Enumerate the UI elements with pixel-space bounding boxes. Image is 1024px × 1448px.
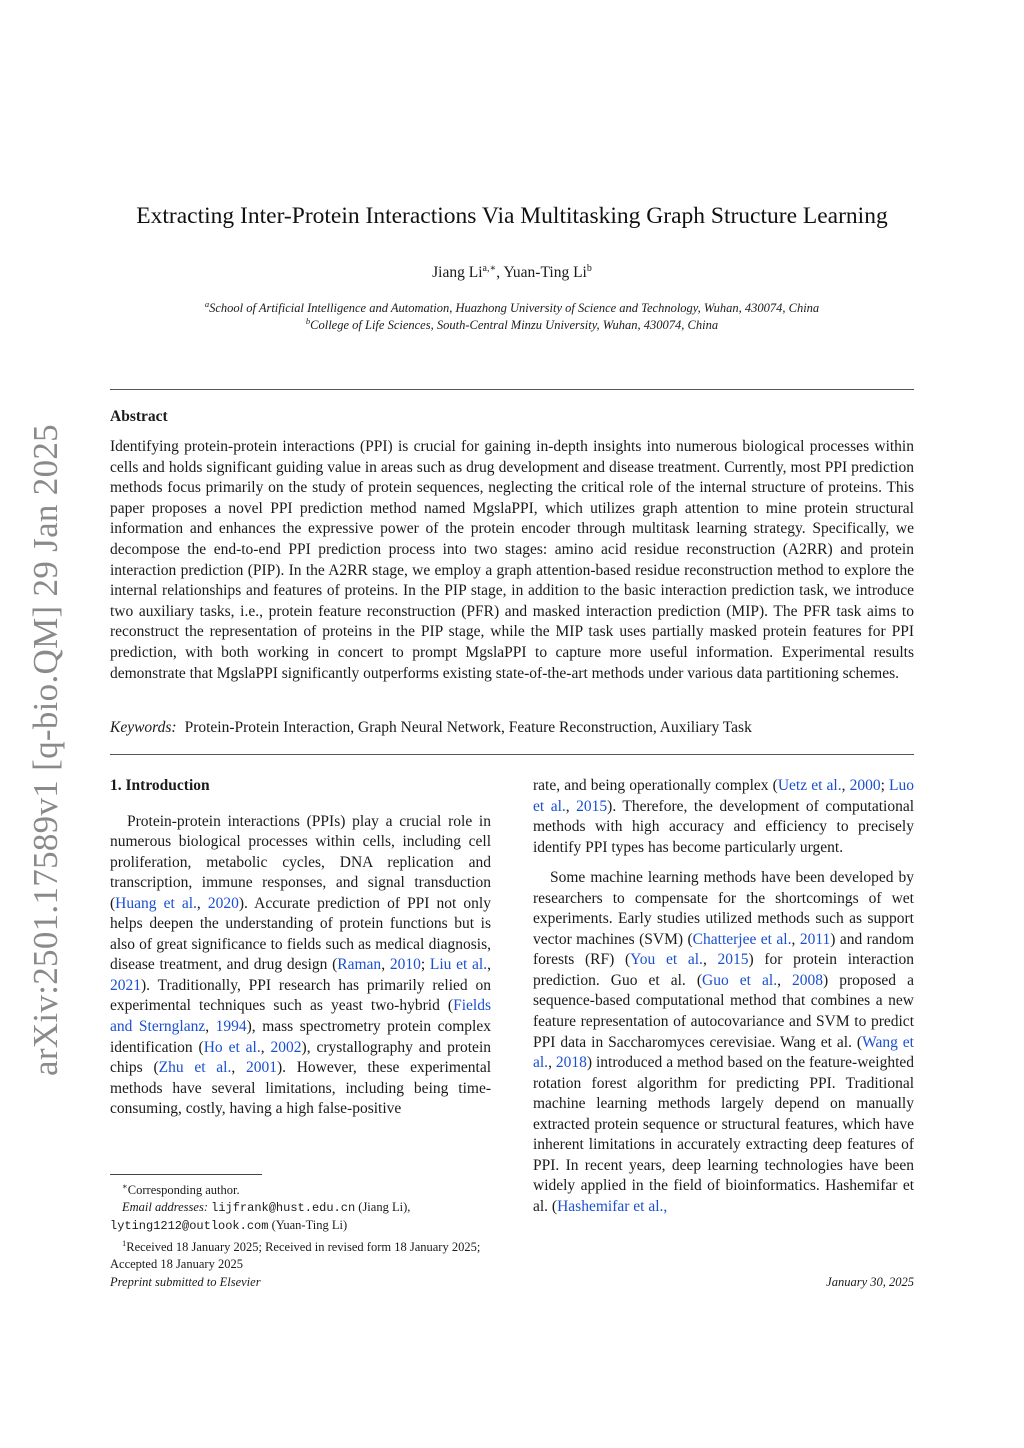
- citation-year-link[interactable]: 2010: [389, 956, 421, 974]
- citation-link[interactable]: Raman: [337, 956, 382, 974]
- paragraph-text: ,: [231, 1059, 246, 1077]
- citation-year-link[interactable]: 2021: [110, 976, 141, 994]
- paragraph-text: ), mass spectrometry protein complex identification (: [110, 1018, 491, 1056]
- citation-link[interactable]: Fields and Sternglanz: [110, 997, 491, 1036]
- abstract-text: Identifying protein-protein interactions (PPI) is crucial for gaining in-depth insights into numerous biological processes within cells and holds significant guiding value in areas such as drug development and disease treatment. Currently, most PPI prediction methods focus primarily on the study of protein sequences, neglecting the critical role of the internal structure of proteins. This paper proposes a novel PPI prediction method named MgslaPPI, which utilizes graph attention to mine protein structural information and enhances the expressive power of the protein encoder through multitask learning strategy. Specifically, we decompose the end-to-end PPI prediction process into two stages: amino acid residue reconstruction (A2RR) and protein interaction prediction (PIP). In the A2RR stage, we employ a graph attention-based residue reconstruction method to explore the internal relationships and features of proteins. In the PIP stage, in addition to the basic interaction prediction task, we introduce two auxiliary tasks, i.e., protein feature reconstruction (PFR) and masked interaction prediction (MIP). The PFR task aims to reconstruct the representation of proteins in the PIP stage, while the MIP task uses partially masked protein features for PPI prediction, with both working in concert to prompt MgslaPPI to capture more useful information. Experimental results demonstrate that MgslaPPI significantly outperforms existing state-of-the-art methods under various data partitioning schemes.: [110, 438, 914, 682]
- affiliation-text: College of Life Sciences, South-Central Minzu University, Wuhan, 430074, China: [310, 318, 719, 333]
- paragraph-text: Protein-protein interactions (PPIs) play a crucial role in numerous biological processes within cells, including cell proliferation, metabolic cycles, DNA replication and transcription, immune responses, and signal transduction (: [110, 812, 491, 912]
- paragraph-text: ) for protein interaction prediction. Guo et al. (: [533, 951, 915, 989]
- arxiv-identifier-stamp: arXiv:2501.17589v1 [q-bio.QM] 29 Jan 2025: [26, 424, 65, 1076]
- footnote-received: [110, 1235, 491, 1273]
- footnotes: [110, 1178, 491, 1273]
- keywords-line: [110, 717, 914, 738]
- paragraph-text: ,: [205, 1018, 216, 1036]
- footer-preprint-note: Preprint submitted to Elsevier: [110, 1275, 261, 1289]
- citation-link[interactable]: Ho et al.: [203, 1038, 261, 1056]
- paragraph-text: ) and random forests (RF) (: [533, 930, 915, 969]
- paragraph-text: ). Accurate prediction of PPI not only helps deepen the understanding of protein functions but is also of great significance to fields such as medical diagnosis, disease treatment, and drug design (: [110, 894, 491, 974]
- author-line: [0, 258, 1024, 284]
- citation-link[interactable]: Liu et al.: [429, 956, 488, 974]
- paragraph-text: ) proposed a sequence-based computational method that combines a new feature representation of autocovariance and SVM to predict PPI data in Saccharomyces cerevisiae. Wang et al. (: [533, 971, 914, 1051]
- column-right: [533, 776, 914, 1217]
- paragraph-text: ). Traditionally, PPI research has primarily relied on experimental techniques such as yeast two-hybrid (: [110, 976, 491, 1015]
- paragraph-text: ,: [260, 1038, 271, 1056]
- footnote-marker: ∗: [122, 1181, 128, 1191]
- paragraph-text: rate, and being operationally complex (: [533, 777, 778, 794]
- paragraph-text: ,: [663, 1197, 668, 1215]
- affiliation-marker: a: [204, 299, 210, 309]
- divider-bottom: [110, 754, 914, 755]
- paragraph-text: ,: [381, 956, 390, 974]
- affiliation-b: [0, 313, 1024, 334]
- paragraph-text: ). However, these experimental methods have several limitations, including being time-consuming, costly, having a high false-positive: [110, 1059, 492, 1118]
- citation-year-link[interactable]: 1994: [215, 1018, 247, 1036]
- footnote-marker: 1: [122, 1238, 127, 1249]
- paragraph-text: ,: [702, 951, 718, 969]
- paragraph-text: ;: [880, 777, 890, 794]
- paragraph-text: ,: [487, 956, 491, 974]
- intro-paragraph-1: [110, 812, 491, 1120]
- author-separator: ,: [496, 264, 504, 282]
- citation-year-link[interactable]: 2002: [270, 1038, 302, 1056]
- paragraph-text: ,: [196, 894, 208, 912]
- paragraph-text: ). Therefore, the development of computational methods with high accuracy and efficiency to precisely identify PPI types has become particularly urgent.: [533, 797, 915, 856]
- citation-year-link[interactable]: 2008: [792, 971, 824, 989]
- citation-link[interactable]: Luo et al.: [533, 777, 914, 815]
- citation-year-link[interactable]: 2011: [799, 930, 831, 948]
- footnote-text: (Yuan-Ting Li): [268, 1218, 348, 1233]
- paragraph-text: ,: [791, 930, 800, 948]
- citation-year-link[interactable]: 2015: [576, 797, 608, 815]
- paper-title: Extracting Inter-Protein Interactions Via Multitasking Graph Structure Learning: [136, 203, 888, 229]
- footer-date: January 30, 2025: [826, 1275, 914, 1289]
- footnote-emails: [110, 1199, 491, 1217]
- paragraph-text: Some machine learning methods have been developed by researchers to compensate for the shortcomings of wet experiments. Early studies utilized methods such as support vector machines (SVM) (: [533, 869, 914, 948]
- intro-paragraph-1-continued: [533, 776, 914, 858]
- author-name[interactable]: Yuan-Ting Li: [503, 264, 587, 282]
- email-address[interactable]: lijfrank@hust.edu.cn: [211, 1201, 356, 1216]
- citation-link[interactable]: Hashemifar et al.: [557, 1197, 664, 1215]
- citation-link[interactable]: Chatterjee et al.: [692, 930, 792, 948]
- abstract-heading: Abstract: [110, 408, 168, 425]
- footnote-text: Received 18 January 2025; Received in revised form 18 January 2025; Accepted 18 January 2025: [110, 1240, 481, 1272]
- paragraph-text: ,: [777, 971, 793, 989]
- citation-year-link[interactable]: 2015: [717, 951, 749, 969]
- footnote-text: Corresponding author.: [127, 1183, 240, 1198]
- citation-link[interactable]: You et al.: [630, 951, 703, 969]
- citation-link[interactable]: Wang et al.: [533, 1033, 914, 1072]
- paragraph-text: ) introduced a method based on the feature-weighted rotation forest algorithm for predicting PPI. Traditional machine learning methods largely depend on manually extracted protein sequence or structural features, which have inherent limitations in accurately extracting deep features of PPI. In recent years, deep learning technologies have been widely applied in the field of bioinformatics. Hashemifar et al. (: [533, 1054, 915, 1215]
- citation-year-link[interactable]: 2018: [555, 1054, 587, 1072]
- paragraph-text: ,: [565, 797, 577, 815]
- paragraph-text: ,: [548, 1054, 556, 1072]
- citation-link[interactable]: Zhu et al.: [158, 1059, 232, 1077]
- citation-link[interactable]: Uetz et al.: [777, 777, 842, 794]
- author-affiliation-marker: b: [586, 263, 592, 274]
- footnote-corresponding: [110, 1178, 491, 1199]
- citation-year-link[interactable]: 2001: [245, 1059, 277, 1077]
- citation-link[interactable]: Guo et al.: [702, 971, 778, 989]
- section-heading-introduction: 1. Introduction: [110, 777, 210, 794]
- paragraph-text: ;: [420, 956, 430, 974]
- divider-top: [110, 389, 914, 390]
- footnote-text: (Jiang Li),: [355, 1200, 411, 1215]
- citation-link[interactable]: Huang et al.: [115, 894, 197, 912]
- paragraph-text: ), crystallography and protein chips (: [110, 1038, 491, 1077]
- keywords-label: Keywords:: [110, 719, 177, 736]
- citation-year-link[interactable]: 2000: [849, 777, 881, 794]
- paragraph-text: ,: [841, 777, 850, 794]
- footnote-divider: [110, 1174, 262, 1175]
- author-affiliation-marker: a,∗: [482, 263, 497, 274]
- author-name[interactable]: Jiang Li: [432, 264, 483, 282]
- intro-paragraph-2: [533, 868, 914, 1217]
- column-left: [110, 776, 491, 1120]
- affiliation-text: School of Artificial Intelligence and Automation, Huazhong University of Science and Technology, Wuhan, 430074, China: [209, 301, 820, 316]
- email-label: Email addresses:: [122, 1200, 208, 1215]
- keywords-text: Protein-Protein Interaction, Graph Neural Network, Feature Reconstruction, Auxiliary Task: [184, 719, 752, 736]
- citation-year-link[interactable]: 2020: [207, 894, 239, 912]
- footnote-emails-continued: [110, 1217, 491, 1235]
- affiliation-marker: b: [305, 316, 311, 326]
- email-address[interactable]: lyting1212@outlook.com: [110, 1219, 269, 1234]
